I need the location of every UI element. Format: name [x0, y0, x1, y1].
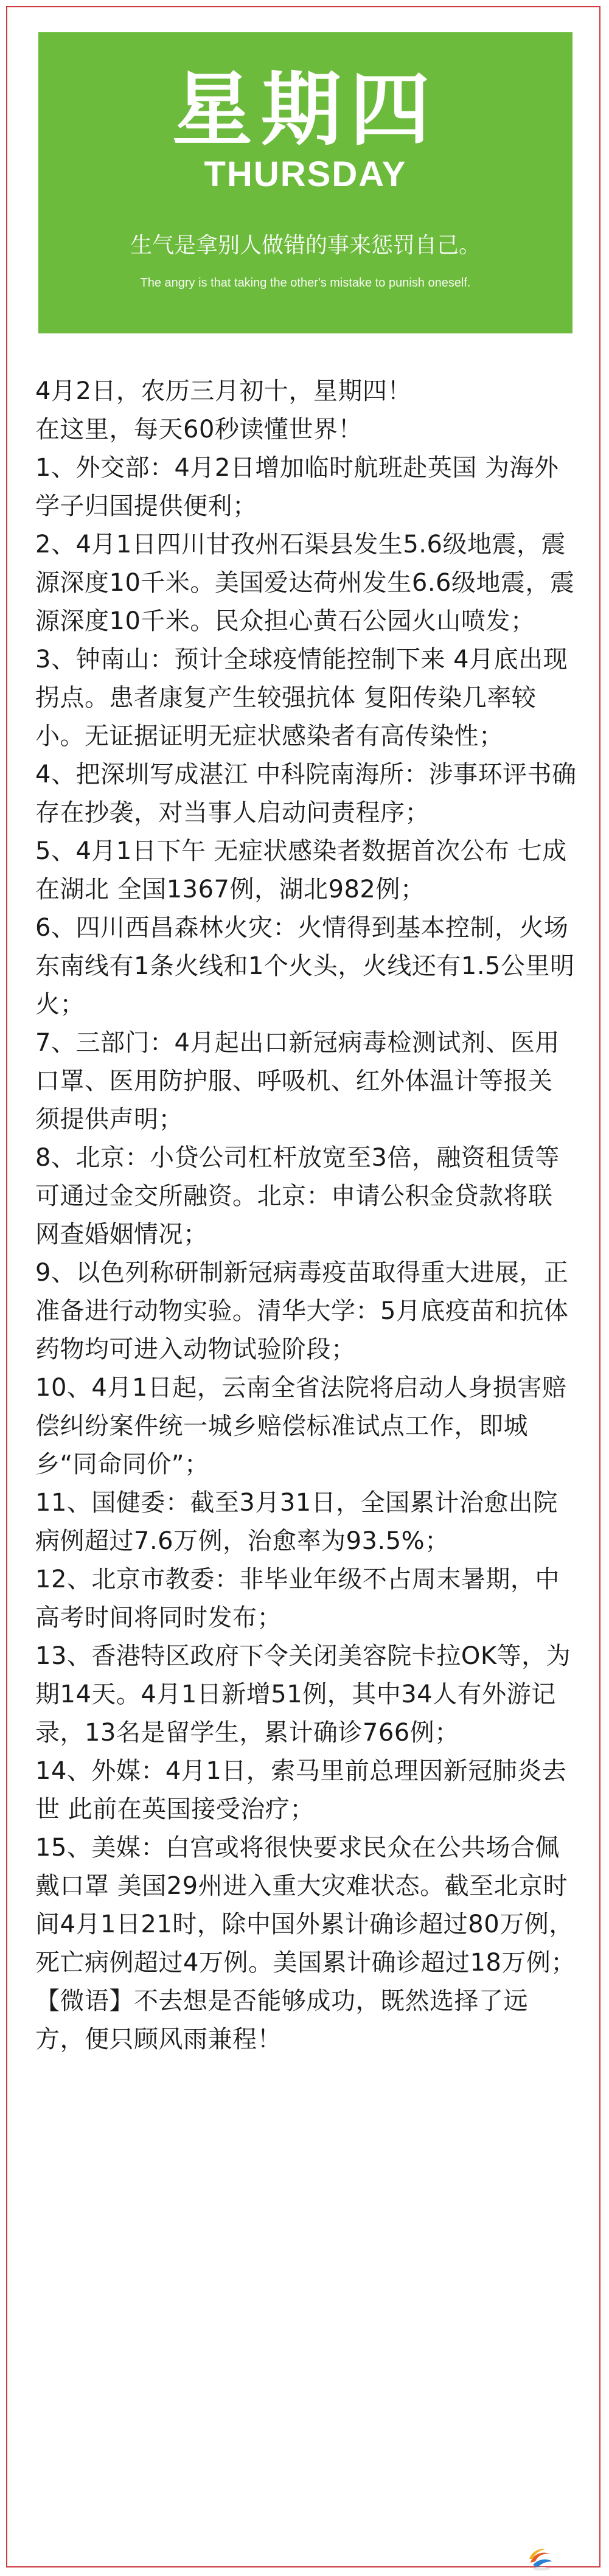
news-list: [35, 449, 577, 1982]
tagline: 在这里，每天60秒读懂世界！: [35, 416, 363, 444]
swirl-logo-icon: [527, 2547, 555, 2571]
news-content: [35, 372, 577, 2059]
news-item: 1、外交部：4月2日增加临时航班赴英国 为海外学子归国提供便利；: [35, 454, 559, 520]
banner-title: 星期四: [172, 63, 439, 157]
date-line: 4月2日，农历三月初十，星期四！: [35, 377, 412, 405]
news-item: 4、把深圳写成湛江 中科院南海所：涉事环评书确存在抄袭，对当事人启动问责程序；: [35, 761, 577, 827]
news-item: 14、外媒：4月1日，索马里前总理因新冠肺炎去世 此前在英国接受治疗；: [35, 1757, 567, 1823]
closing-quote: 【微语】不去想是否能够成功，既然选择了远方，便只顾风雨兼程！: [35, 1987, 528, 2053]
banner-quote-english: The angry is that taking the other's mistake to punish oneself.: [140, 276, 471, 290]
news-item: 7、三部门：4月起出口新冠病毒检测试剂、医用口罩、医用防护服、呼吸机、红外体温计等报关须提供声明；: [35, 1029, 560, 1133]
news-item: 5、4月1日下午 无症状感染者数据首次公布 七成在湖北 全国1367例，湖北982例；: [35, 837, 567, 903]
news-item: 2、4月1日四川甘孜州石渠县发生5.6级地震，震源深度10千米。美国爱达荷州发生6.6级地震，震源深度10千米。民众担心黄石公园火山喷发；: [35, 531, 575, 635]
news-item: 6、四川西昌森林火灾：火情得到基本控制，火场东南线有1条火线和1个火头，火线还有1.5公里明火；: [35, 914, 575, 1018]
news-item: 8、北京：小贷公司杠杆放宽至3倍，融资租赁等可通过金交所融资。北京：申请公积金贷款将联网查婚姻情况；: [35, 1144, 560, 1248]
news-item: 10、4月1日起，云南全省法院将启动人身损害赔偿纠纷案件统一城乡赔偿标准试点工作，即城乡“同命同价”；: [35, 1374, 567, 1478]
news-item: 11、国健委：截至3月31日，全国累计治愈出院病例超过7.6万例，治愈率为93.5%；: [35, 1489, 558, 1555]
news-item: 12、北京市教委：非毕业年级不占周末暑期，中高考时间将同时发布；: [35, 1565, 560, 1632]
header-banner: [38, 32, 572, 333]
banner-quote-chinese: 生气是拿别人做错的事来惩罚自己。: [130, 233, 481, 258]
news-item: 15、美媒：白宫或将很快要求民众在公共场合佩戴口罩 美国29州进入重大灾难状态。截至北京时间4月1日21时，除中国外累计确诊超过80万例，死亡病例超过4万例。美国累计确诊超过18万例；: [35, 1834, 576, 1977]
news-item: 3、钟南山：预计全球疫情能控制下来 4月底出现拐点。患者康复产生较强抗体 复阳传染几率较小。无证据证明无症状感染者有高传染性；: [35, 646, 568, 750]
banner-subtitle: THURSDAY: [204, 155, 407, 194]
news-item: 9、以色列称研制新冠病毒疫苗取得重大进展，正准备进行动物实验。清华大学：5月底疫苗和抗体药物均可进入动物试验阶段；: [35, 1259, 569, 1363]
news-item: 13、香港特区政府下令关闭美容院卡拉OK等，为期14天。4月1日新增51例，其中34人有外游记录，13名是留学生，累计确诊766例；: [35, 1642, 571, 1747]
